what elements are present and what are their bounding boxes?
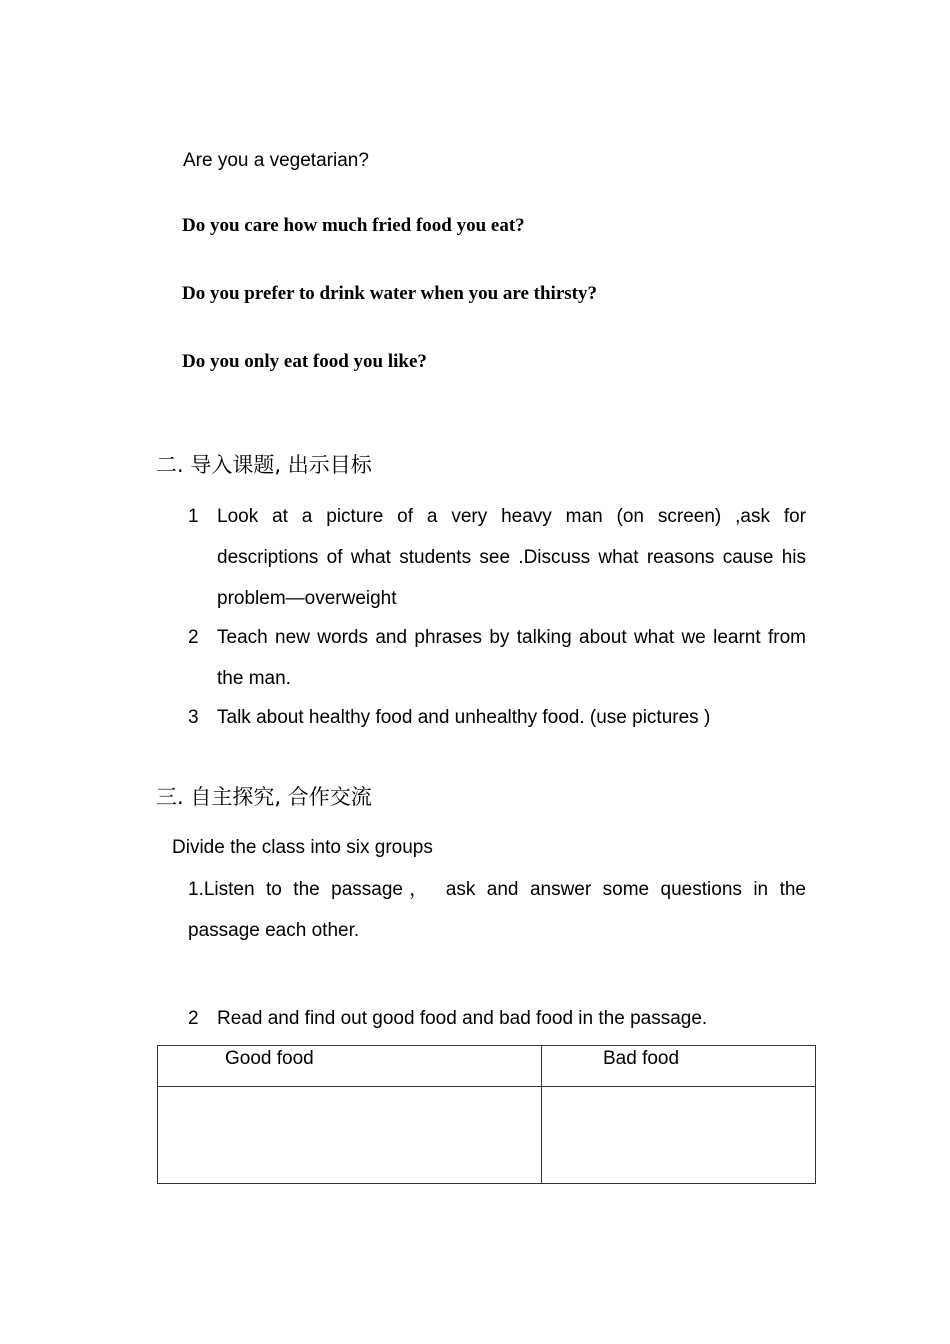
column-header-good-food: Good food xyxy=(158,1046,542,1087)
list-item xyxy=(188,697,806,738)
table-cell-bad-food[interactable] xyxy=(542,1087,816,1184)
list-item xyxy=(188,496,806,619)
food-table xyxy=(157,1045,816,1184)
table-cell-good-food[interactable] xyxy=(158,1087,542,1184)
question-food-you-like: Do you only eat food you like? xyxy=(182,351,427,372)
table-row xyxy=(158,1087,816,1184)
table-header-row xyxy=(158,1046,816,1087)
task-listen: 1.Listen to the passage， ask and answer some questions in the passage each other. xyxy=(188,879,806,941)
list-item-number: 2 xyxy=(188,627,199,648)
list-item-text: Read and find out good food and bad food in the passage. xyxy=(217,1008,708,1029)
group-instruction: Divide the class into six groups xyxy=(172,837,433,858)
list-item xyxy=(188,617,806,699)
section-heading-explore: 三. 自主探究, 合作交流 xyxy=(156,785,372,809)
question-vegetarian: Are you a vegetarian? xyxy=(183,150,369,171)
question-drink-water: Do you prefer to drink water when you are thirsty? xyxy=(182,283,597,304)
list-item-text: Teach new words and phrases by talking about what we learnt from the man. xyxy=(217,627,806,689)
list-item-number: 3 xyxy=(188,707,199,728)
column-header-bad-food: Bad food xyxy=(542,1046,816,1087)
list-item-text: Talk about healthy food and unhealthy food. (use pictures ) xyxy=(217,707,711,728)
question-fried-food: Do you care how much fried food you eat? xyxy=(182,215,525,236)
list-item-number: 1 xyxy=(188,506,199,527)
list-item-text: Look at a picture of a very heavy man (on screen) ,ask for descriptions of what students see .Discuss what reasons cause his problem—overweight xyxy=(217,506,806,609)
section-heading-intro-topic: 二. 导入课题, 出示目标 xyxy=(156,453,372,477)
list-item xyxy=(188,998,806,1039)
list-item-number: 2 xyxy=(188,1008,199,1029)
